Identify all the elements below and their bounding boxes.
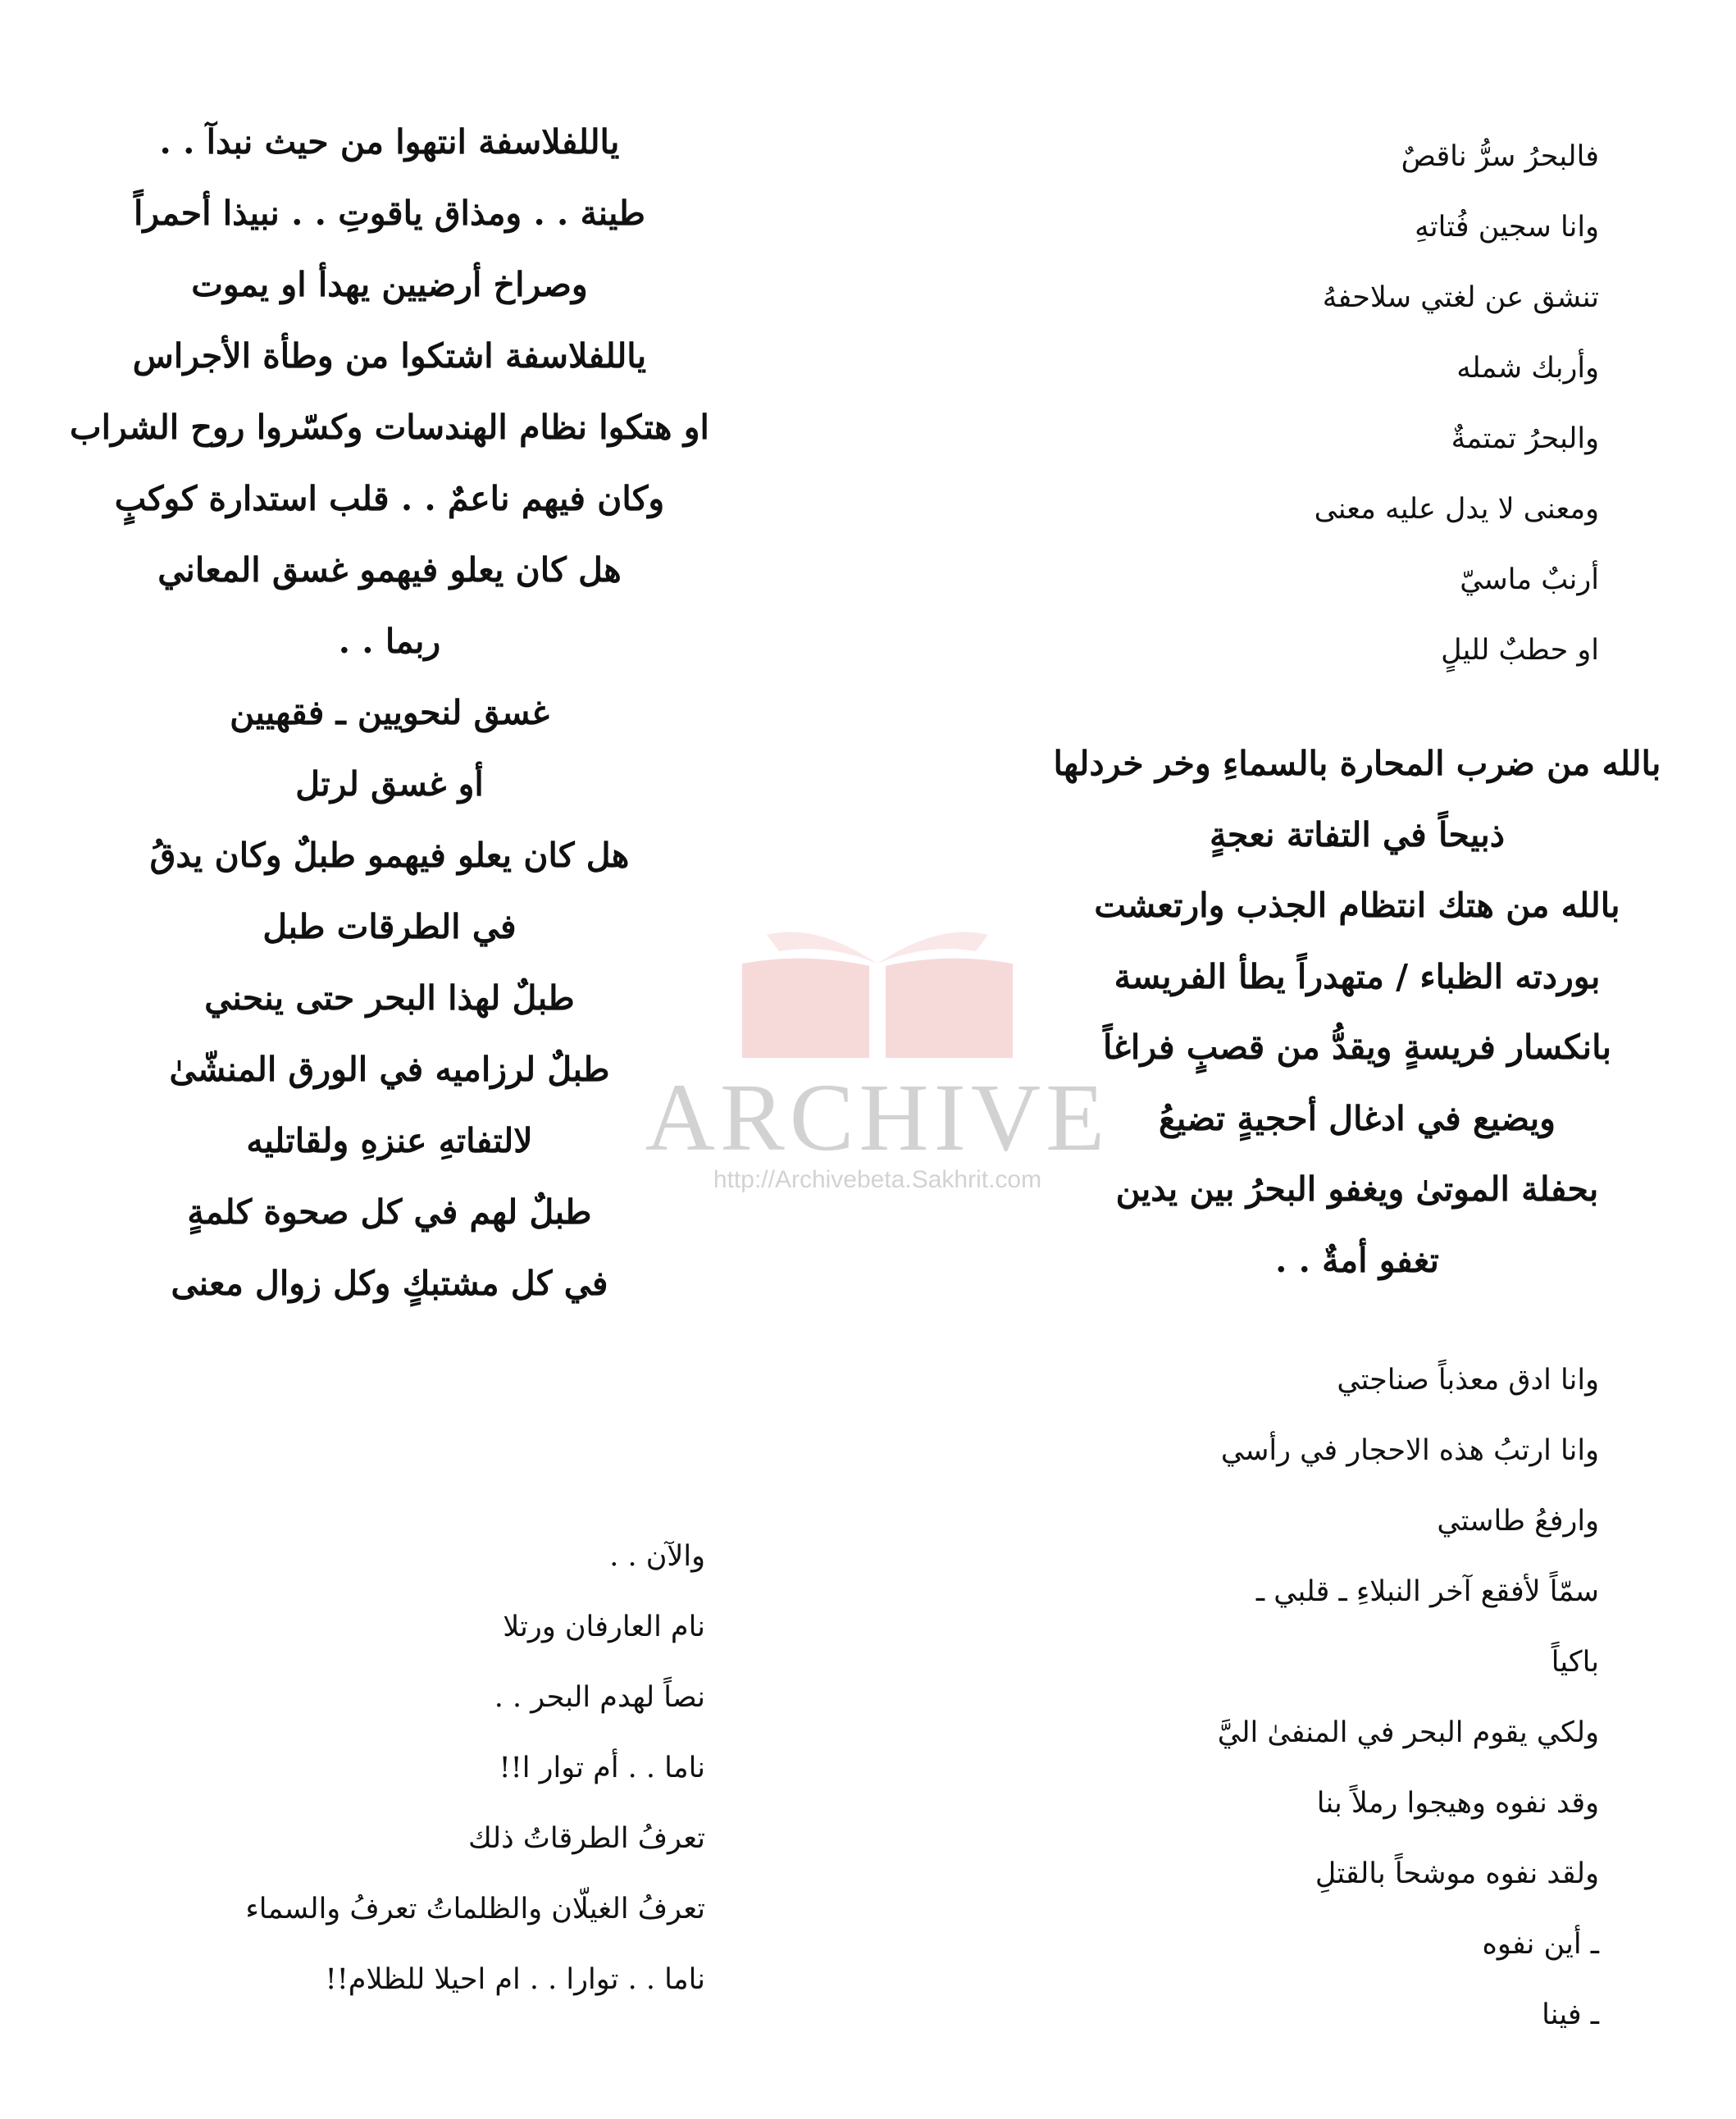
poem-line: طبلٌ لرزاميه في الورق المنشّىٰ xyxy=(169,1050,610,1089)
poem-line: ـ أين نفوه xyxy=(1482,1928,1599,1961)
poem-line: لالتفاتهِ عنزهِ ولقاتليه xyxy=(246,1121,533,1160)
poem-line: ناما . . توارا . . ام احيلا للظلام!! xyxy=(325,1963,705,1996)
poem-line: وأربك شمله xyxy=(1456,352,1599,385)
poem-line: ومعنى لا يدل عليه معنى xyxy=(1314,493,1599,526)
poem-line: وكان فيهم ناعمٌ . . قلب استدارة كوكبٍ xyxy=(114,479,665,518)
poem-line: تعرفُ الطرقاتُ ذلك xyxy=(468,1822,705,1855)
poem-line: تغفو أمةٌ . . xyxy=(1275,1240,1439,1280)
right-column-middle-stanza xyxy=(1033,728,1681,1296)
poem-line: طبلٌ لهذا البحر حتى ينحني xyxy=(204,978,575,1018)
right-column-lower-stanza xyxy=(861,1345,1599,2050)
watermark-word: ARCHIVE xyxy=(645,1064,1110,1171)
poem-line: بالله من ضرب المحارة بالسماءِ وخر خردلها xyxy=(1053,744,1661,783)
poem-line: نام العارفان ورتلا xyxy=(503,1611,705,1643)
poem-line: ذبيحاً في التفاتة نعجةٍ xyxy=(1209,814,1506,854)
poem-line: تعرفُ الغيلّان والظلماتُ تعرفُ والسماء xyxy=(245,1893,705,1925)
poem-line: او هتكوا نظام الهندسات وكسّروا روح الشراب xyxy=(70,408,709,447)
poem-line: هل كان يعلو فيهمو طبلٌ وكان يدقُ xyxy=(149,836,630,875)
poem-line: باكياً xyxy=(1551,1646,1599,1679)
poem-line: وقد نفوه وهيجوا رملاً بنا xyxy=(1316,1787,1599,1820)
poem-line: ناما . . أم توار ا!! xyxy=(499,1752,705,1784)
poem-line: ياللفلاسفة اشتكوا من وطأة الأجراس xyxy=(132,336,647,376)
poem-line: ويضيع في ادغال أحجيةٍ تضيعُ xyxy=(1159,1098,1556,1138)
poem-line: أو غسق لرتل xyxy=(295,764,484,804)
poem-line: وانا ارتبُ هذه الاحجار في رأسي xyxy=(1220,1434,1599,1467)
poem-line: في الطرقات طبل xyxy=(262,907,517,946)
poem-line: سمّاً لأفقع آخر النبلاءِ ـ قلبي ـ xyxy=(1255,1575,1599,1608)
poem-line: في كل مشتبكٍ وكل زوال معنى xyxy=(171,1264,608,1303)
poem-line: وانا ادق معذباً صناجتي xyxy=(1337,1364,1599,1397)
poem-line: نصاً لهدم البحر . . xyxy=(494,1681,705,1714)
poem-line: ولقد نفوه موشحاً بالقتلِ xyxy=(1315,1857,1599,1890)
poem-line: ـ فينا xyxy=(1542,1998,1599,2031)
poem-line: بالله من هتك انتظام الجذب وارتعشت xyxy=(1094,886,1620,925)
poem-line: غسق لنحويين ـ فقهيين xyxy=(230,693,549,732)
left-column-lower-stanza xyxy=(49,1521,705,2015)
poem-line: بانكسار فريسةٍ ويقدُّ من قصبٍ فراغاً xyxy=(1103,1028,1611,1067)
poem-line: فالبحرُ سرُّ ناقصٌ xyxy=(1401,140,1599,173)
right-column-top-stanza xyxy=(861,121,1599,686)
watermark-url[interactable]: http://Archivebeta.Sakhrit.com xyxy=(713,1166,1042,1193)
open-book-icon xyxy=(718,918,1037,1062)
poem-line: والآن . . xyxy=(609,1540,705,1573)
poem-line: وصراخ أرضيين يهدأ او يموت xyxy=(191,265,588,304)
poem-line: بوردته الظباء / متهدراً يطأ الفريسة xyxy=(1114,956,1601,996)
poem-line: والبحرُ تمتمةٌ xyxy=(1451,422,1599,455)
poem-line: وانا سجين فُتاتهِ xyxy=(1415,211,1599,244)
poem-line: وارفعُ طاستي xyxy=(1437,1505,1599,1538)
left-column-top-stanza xyxy=(33,107,746,1319)
poem-line: ياللفلاسفة انتهوا من حيث نبدآ . . xyxy=(159,122,620,162)
poem-line: هل كان يعلو فيهمو غسق المعاني xyxy=(157,550,622,590)
poem-line: ربما . . xyxy=(338,622,441,661)
poem-line: او حطبٌ لليلٍ xyxy=(1441,634,1599,667)
poem-line: أرنبٌ ماسيّ xyxy=(1460,563,1599,596)
poem-line: طبلٌ لهم في كل صحوة كلمةٍ xyxy=(187,1192,592,1232)
poem-line: ولكي يقوم البحر في المنفىٰ اليَّ xyxy=(1217,1716,1599,1749)
poem-line: تنشق عن لغتي سلاحفهُ xyxy=(1322,281,1599,314)
poem-line: طينة . . ومذاق ياقوتِ . . نبيذا أحمراً xyxy=(134,194,645,233)
poem-line: بحفلة الموتىٰ ويغفو البحرُ بين يدين xyxy=(1115,1169,1599,1209)
